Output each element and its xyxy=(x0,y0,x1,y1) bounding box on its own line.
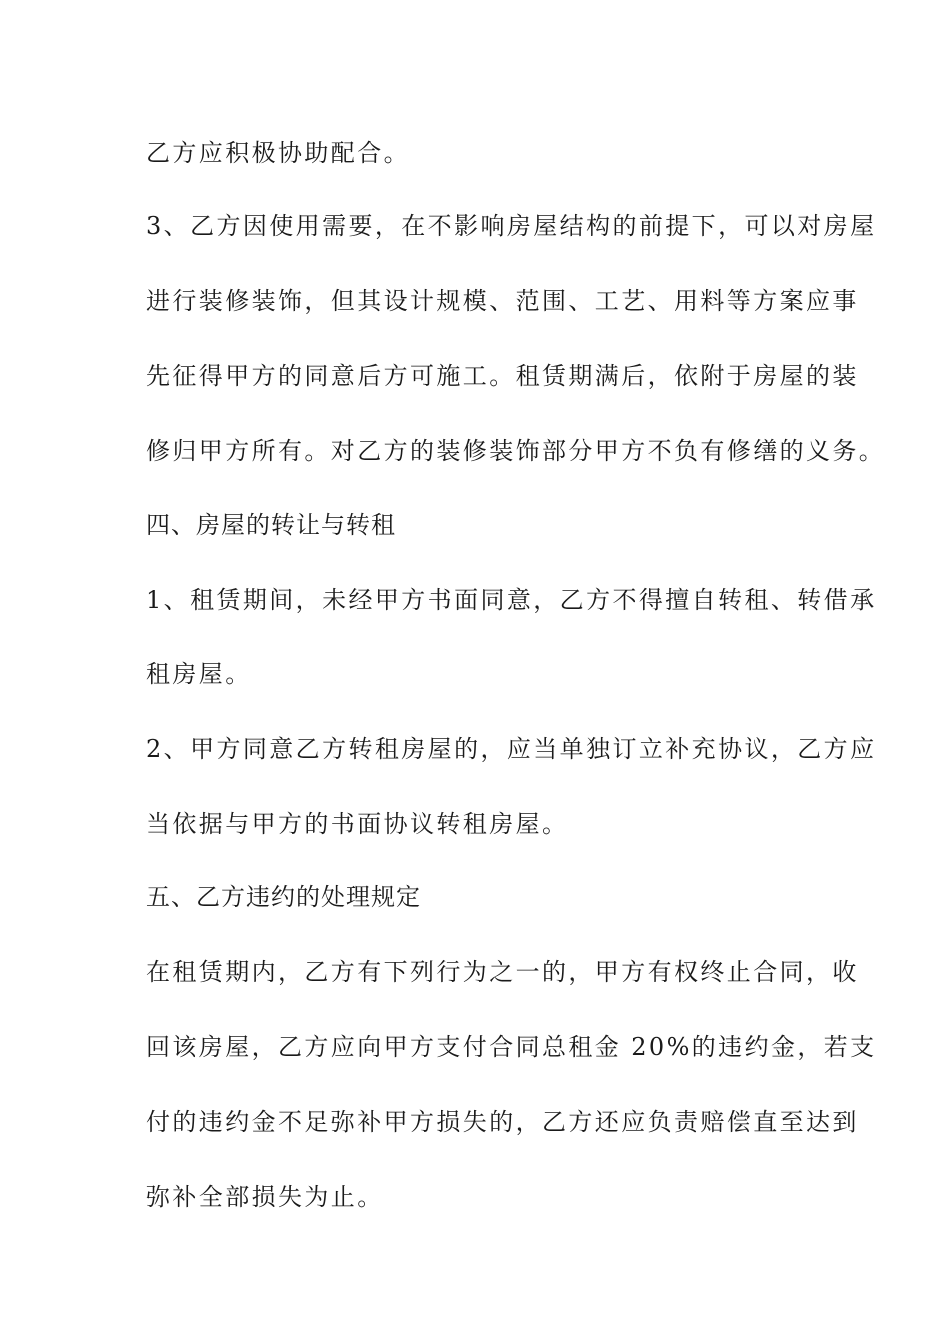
paragraph-line: 进行装修装饰，但其设计规模、范围、工艺、用料等方案应事 xyxy=(146,287,859,315)
paragraph-line: 当依据与甲方的书面协议转租房屋。 xyxy=(146,810,569,838)
section-heading-4: 四、房屋的转让与转租 xyxy=(146,511,396,539)
paragraph-line: 弥补全部损失为止。 xyxy=(146,1183,384,1211)
paragraph-line: 回该房屋，乙方应向甲方支付合同总租金 20%的违约金，若支 xyxy=(146,1033,877,1061)
paragraph-line: 修归甲方所有。对乙方的装修装饰部分甲方不负有修缮的义务。 xyxy=(146,437,886,465)
paragraph-line: 租房屋。 xyxy=(146,660,252,688)
paragraph-line: 先征得甲方的同意后方可施工。租赁期满后，依附于房屋的装 xyxy=(146,362,859,390)
paragraph-line: 付的违约金不足弥补甲方损失的，乙方还应负责赔偿直至达到 xyxy=(146,1108,859,1136)
paragraph-line: 乙方应积极协助配合。 xyxy=(146,139,410,167)
section-heading-5: 五、乙方违约的处理规定 xyxy=(146,883,421,911)
paragraph-line: 在租赁期内，乙方有下列行为之一的，甲方有权终止合同，收 xyxy=(146,958,859,986)
paragraph-line: 1、租赁期间，未经甲方书面同意，乙方不得擅自转租、转借承 xyxy=(146,586,877,614)
paragraph-line: 2、甲方同意乙方转租房屋的，应当单独订立补充协议，乙方应 xyxy=(146,735,877,763)
paragraph-line: 3、乙方因使用需要，在不影响房屋结构的前提下，可以对房屋 xyxy=(146,212,877,240)
